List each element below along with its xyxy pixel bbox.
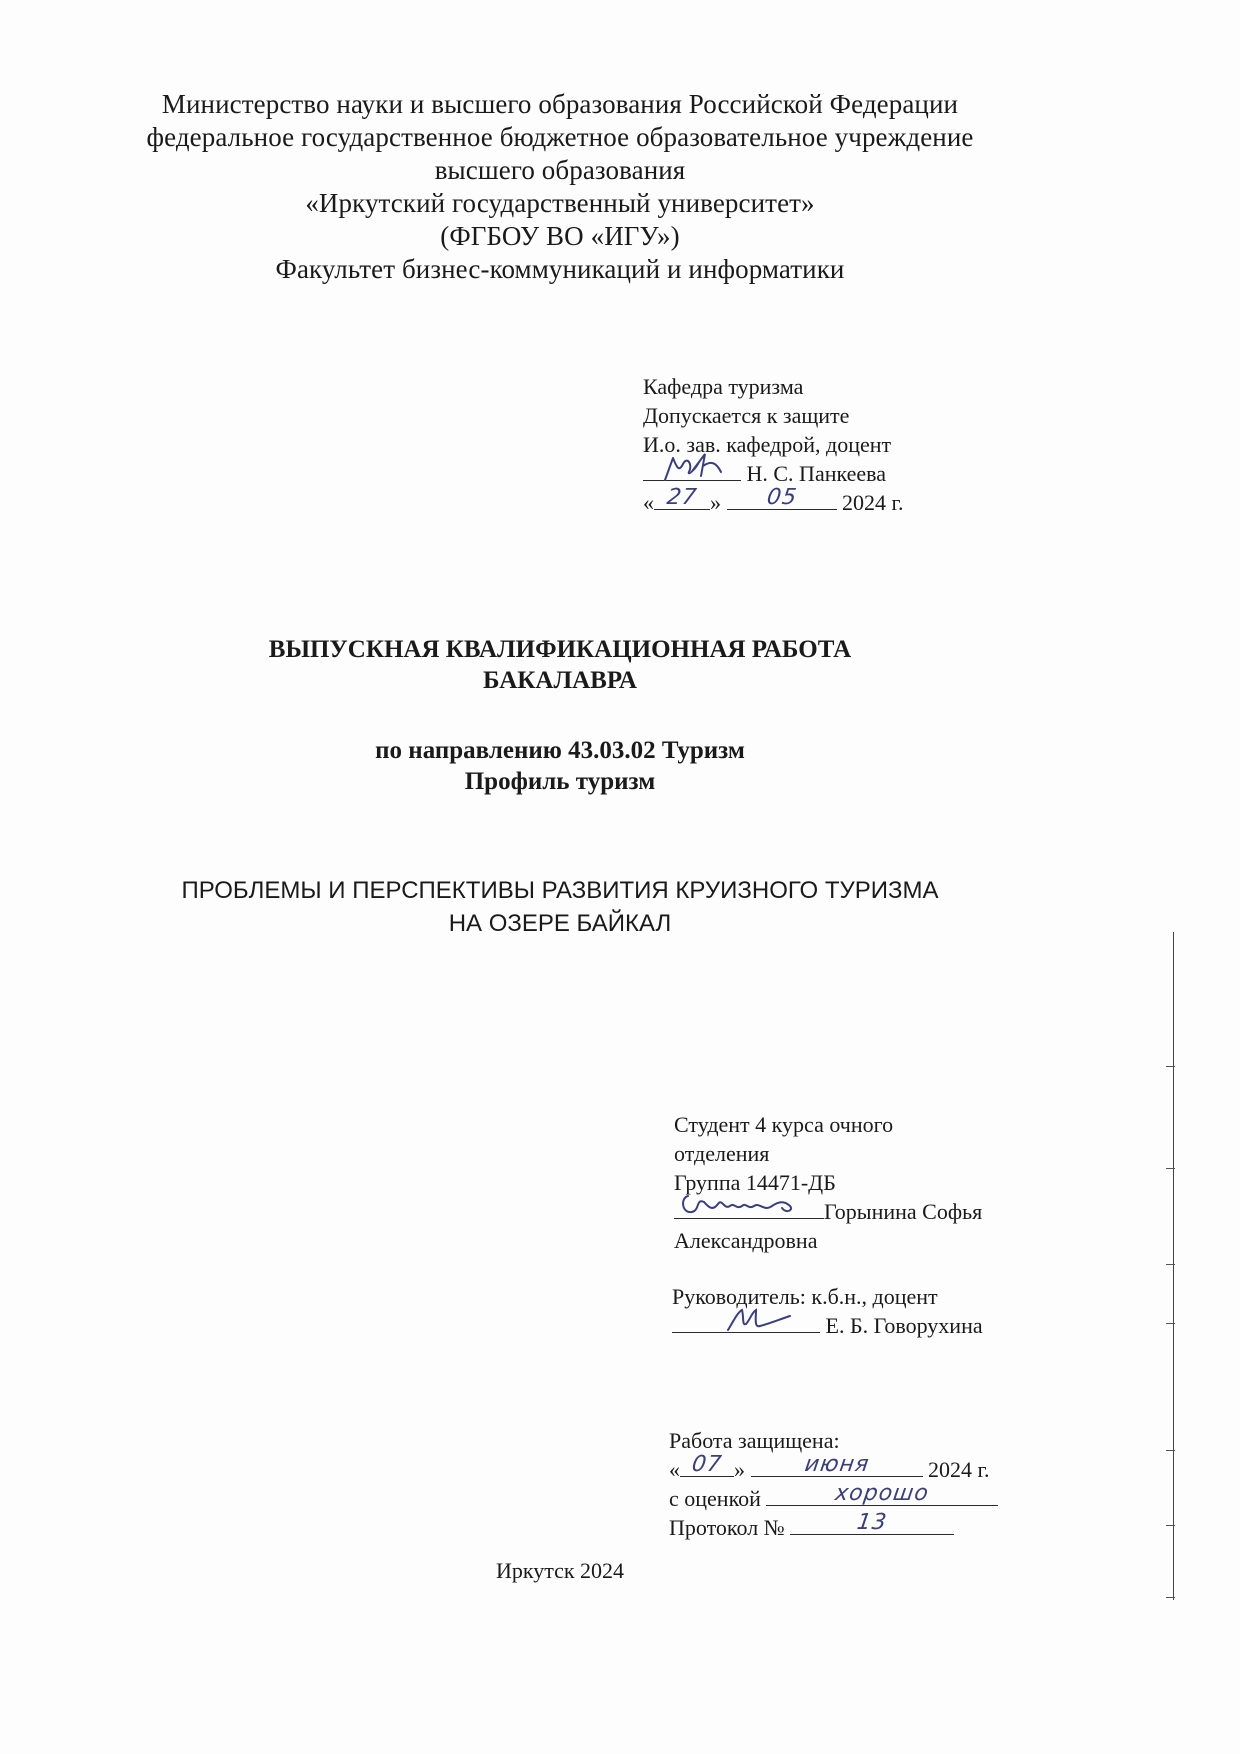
scan-margin-tick [1166, 1323, 1175, 1324]
handwritten-signature-icon [674, 1188, 826, 1222]
scan-margin-tick [1166, 1264, 1175, 1265]
approval-month-field [727, 485, 837, 510]
admitted-label: Допускается к защите [643, 403, 850, 428]
head-signature-field [643, 459, 741, 481]
student-course-line: Студент 4 курса очного [674, 1112, 894, 1137]
faculty-line: Факультет бизнес-коммуникаций и информатики [275, 254, 845, 284]
defense-year: 2024 г. [928, 1457, 990, 1482]
department-label: Кафедра туризма [643, 374, 804, 399]
defense-month-handwritten: июня [802, 1452, 871, 1477]
student-department-line: отделения [674, 1141, 770, 1166]
grade-field [766, 1481, 998, 1506]
student-patronymic: Александровна [674, 1228, 818, 1253]
direction-line: по направлению 43.03.02 Туризм [375, 737, 745, 764]
grade-line [669, 1481, 998, 1513]
supervisor-label: Руководитель: к.б.н., доцент [672, 1284, 938, 1309]
defense-day-field [680, 1452, 734, 1477]
scan-margin-tick [1166, 1525, 1175, 1526]
institution-header [0, 88, 1120, 286]
work-title-line1: ВЫПУСКНАЯ КВАЛИФИКАЦИОННАЯ РАБОТА [268, 636, 852, 663]
protocol-number-field [790, 1510, 954, 1535]
approval-year: 2024 г. [842, 490, 904, 515]
thesis-topic [0, 874, 1120, 940]
thesis-topic-line1: ПРОБЛЕМЫ И ПЕРСПЕКТИВЫ РАЗВИТИЯ КРУИЗНОГО ТУРИЗМА [181, 877, 939, 904]
institution-type-line: федеральное государственное бюджетное образовательное учреждение [146, 122, 974, 152]
head-signature-line [643, 459, 904, 488]
approval-day-field [654, 485, 710, 510]
student-surname: Горынина Софья [824, 1199, 983, 1224]
head-position-label: И.о. зав. кафедрой, доцент [643, 432, 892, 457]
protocol-number-handwritten: 13 [855, 1510, 889, 1535]
protocol-label: Протокол № [669, 1515, 785, 1540]
student-block [674, 1110, 982, 1255]
quote-open: « [643, 490, 654, 515]
scan-margin-tick [1166, 1597, 1175, 1598]
approval-block [643, 372, 904, 517]
scan-margin-line [1173, 932, 1174, 1600]
defense-label: Работа защищена: [669, 1428, 840, 1453]
student-signature-field [674, 1197, 824, 1219]
grade-handwritten: хорошо [833, 1481, 931, 1506]
protocol-line [669, 1510, 998, 1542]
student-group-line: Группа 14471-ДБ [674, 1170, 836, 1195]
quote-open: « [669, 1457, 680, 1482]
supervisor-signature-line [672, 1311, 983, 1340]
ministry-line: Министерство науки и высшего образования Российской Федерации [161, 89, 959, 119]
defense-month-field [751, 1452, 923, 1477]
quote-close: » [734, 1457, 745, 1482]
handwritten-signature-icon [672, 1302, 822, 1336]
defense-day-handwritten: 07 [690, 1452, 724, 1477]
thesis-topic-line2: НА ОЗЕРЕ БАЙКАЛ [448, 910, 672, 937]
student-signature-line [674, 1197, 982, 1226]
supervisor-block [672, 1282, 983, 1340]
supervisor-signature-field [672, 1311, 820, 1333]
scan-margin-tick [1166, 1066, 1175, 1067]
head-name: Н. С. Панкеева [746, 461, 887, 486]
grade-label: с оценкой [669, 1486, 761, 1511]
profile-line: Профиль туризм [464, 768, 656, 795]
supervisor-name: Е. Б. Говорухина [825, 1313, 983, 1338]
quote-close: » [710, 490, 721, 515]
scan-margin-tick [1166, 1450, 1175, 1451]
education-level-line: высшего образования [434, 155, 686, 185]
city-year: Иркутск 2024 [495, 1558, 625, 1583]
scan-margin-tick [1166, 1168, 1175, 1169]
approval-date-line [643, 485, 904, 517]
handwritten-signature-icon [643, 450, 743, 484]
approval-day-handwritten: 27 [665, 485, 699, 510]
approval-month-handwritten: 05 [764, 485, 799, 510]
direction-block [0, 735, 1120, 797]
university-name-line: «Иркутский государственный университет» [305, 188, 815, 218]
work-title-line2: БАКАЛАВРА [483, 667, 637, 694]
defense-block [669, 1426, 998, 1542]
work-title [0, 634, 1120, 696]
university-abbr-line: (ФГБОУ ВО «ИГУ») [440, 221, 680, 251]
defense-date-line [669, 1452, 998, 1484]
